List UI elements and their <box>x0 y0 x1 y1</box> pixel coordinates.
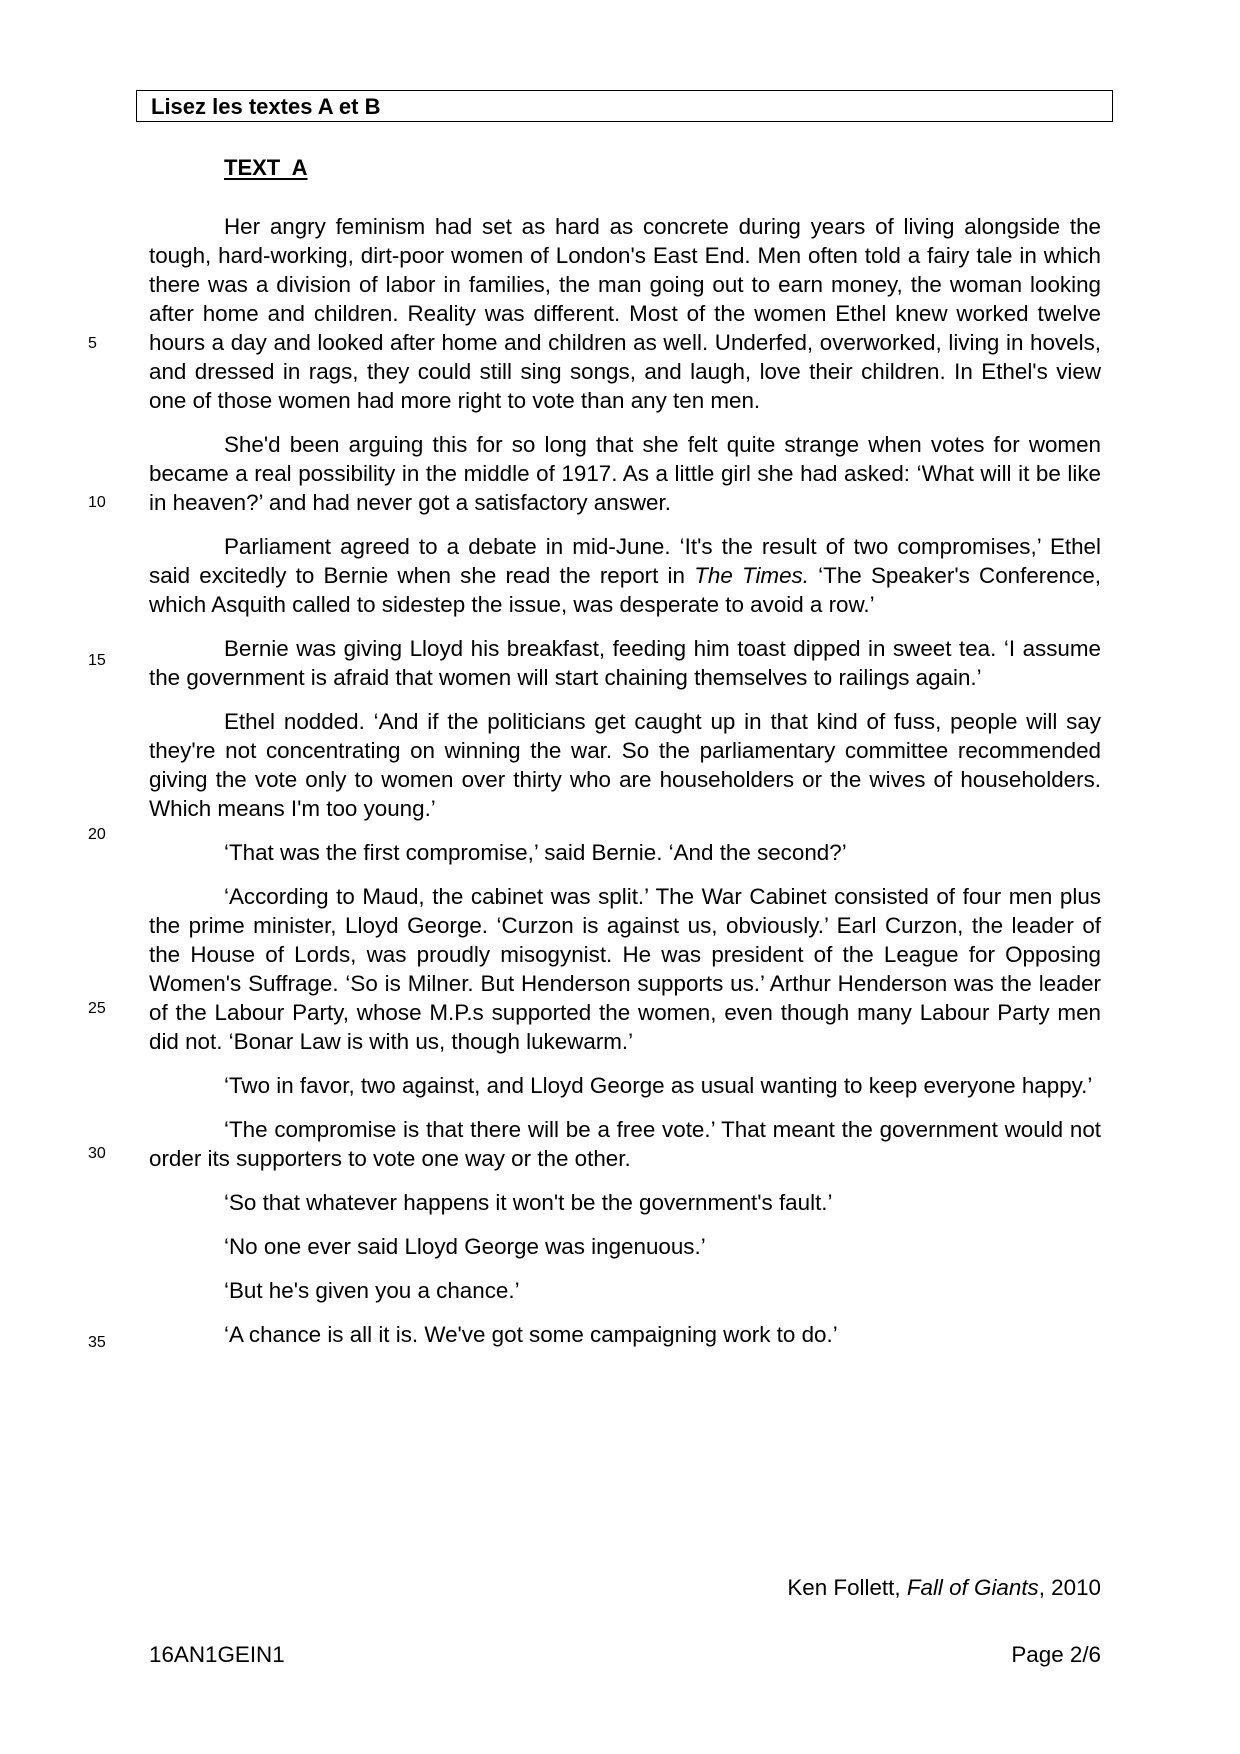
instruction-text: Lisez les textes A et B <box>151 94 381 119</box>
line-number-5: 5 <box>88 335 97 352</box>
paragraph-7: ‘According to Maud, the cabinet was split.’ The War Cabinet consisted of four men plus the prime minister, Lloyd George. ‘Curzon is against us, obviously.’ Earl Curzon, the leader of the House of Lords, was proudly misogynist. He was president of the League for Opposing Women's Suffrage. ‘So is Milner. But Henderson supports us.’ Arthur Henderson was the leader of the Labour Party, whose M.P.s supported the women, even though many Labour Party men did not. ‘Bonar Law is with us, though lukewarm.’ <box>149 884 1101 1054</box>
paragraph-2: She'd been arguing this for so long that she felt quite strange when votes for women became a real possibility in the middle of 1917. As a little girl she had asked: ‘What will it be like in heaven?’ and had never got a satisfactory answer. <box>149 432 1101 515</box>
paragraph-1: Her angry feminism had set as hard as concrete during years of living alongside the tough, hard-working, dirt-poor women of London's East End. Men often told a fairy tale in which there was a division of labor in families, the man going out to earn money, the woman looking after home and children. Reality was different. Most of the women Ethel knew worked twelve hours a day and looked after home and children as well. Underfed, overworked, living in hovels, and dressed in rags, they could still sing songs, and laugh, love their children. In Ethel's view one of those women had more right to vote than any ten men. <box>149 214 1101 413</box>
line-number-10: 10 <box>88 494 106 511</box>
text-title: TEXT A <box>224 155 308 180</box>
citation-year: , 2010 <box>1038 1575 1101 1600</box>
line-number-15: 15 <box>88 652 106 669</box>
citation-author: Ken Follett, <box>787 1575 907 1600</box>
line-number-20: 20 <box>88 826 106 843</box>
source-citation <box>787 1575 1101 1601</box>
line-number-25: 25 <box>88 1000 106 1017</box>
paragraph-9: ‘The compromise is that there will be a free vote.’ That meant the government would not order its supporters to vote one way or the other. <box>149 1117 1101 1171</box>
line-number-30: 30 <box>88 1145 106 1162</box>
paragraph-10: ‘So that whatever happens it won't be the government's fault.’ <box>224 1190 833 1215</box>
paragraph-5: Ethel nodded. ‘And if the politicians get caught up in that kind of fuss, people will say they're not concentrating on winning the war. So the parliamentary committee recommended giving the vote only to women over thirty who are householders or the wives of householders. Which means I'm too young.’ <box>149 709 1101 821</box>
paragraph-6: ‘That was the first compromise,’ said Bernie. ‘And the second?’ <box>224 840 847 865</box>
exam-code: 16AN1GEIN1 <box>149 1642 285 1667</box>
paragraph-12: ‘But he's given you a chance.’ <box>224 1278 520 1303</box>
citation-title: Fall of Giants <box>906 1575 1039 1600</box>
paragraph-4: Bernie was giving Lloyd his breakfast, feeding him toast dipped in sweet tea. ‘I assume the government is afraid that women will start chaining themselves to railings again.’ <box>149 636 1101 690</box>
instruction-box <box>136 90 1113 122</box>
passage-body <box>149 212 1101 1364</box>
paragraph-3-before: Parliament agreed to a debate in mid-June. ‘It's the result of two compromises,’ Ethel said excitedly to Bernie when she read the report in <box>149 534 1101 588</box>
paragraph-11: ‘No one ever said Lloyd George was ingenuous.’ <box>224 1234 706 1259</box>
paragraph-8: ‘Two in favor, two against, and Lloyd George as usual wanting to keep everyone happy.’ <box>224 1073 1093 1098</box>
page-number: Page 2/6 <box>1011 1642 1101 1667</box>
paragraph-3-after: ‘The Speaker's Conference, which Asquith called to sidestep the issue, was desperate to avoid a row.’ <box>149 563 1102 617</box>
paragraph-3 <box>149 532 1101 619</box>
line-number-35: 35 <box>88 1334 106 1351</box>
newspaper-title: The Times. <box>694 563 809 588</box>
paragraph-13: ‘A chance is all it is. We've got some campaigning work to do.’ <box>224 1322 838 1347</box>
